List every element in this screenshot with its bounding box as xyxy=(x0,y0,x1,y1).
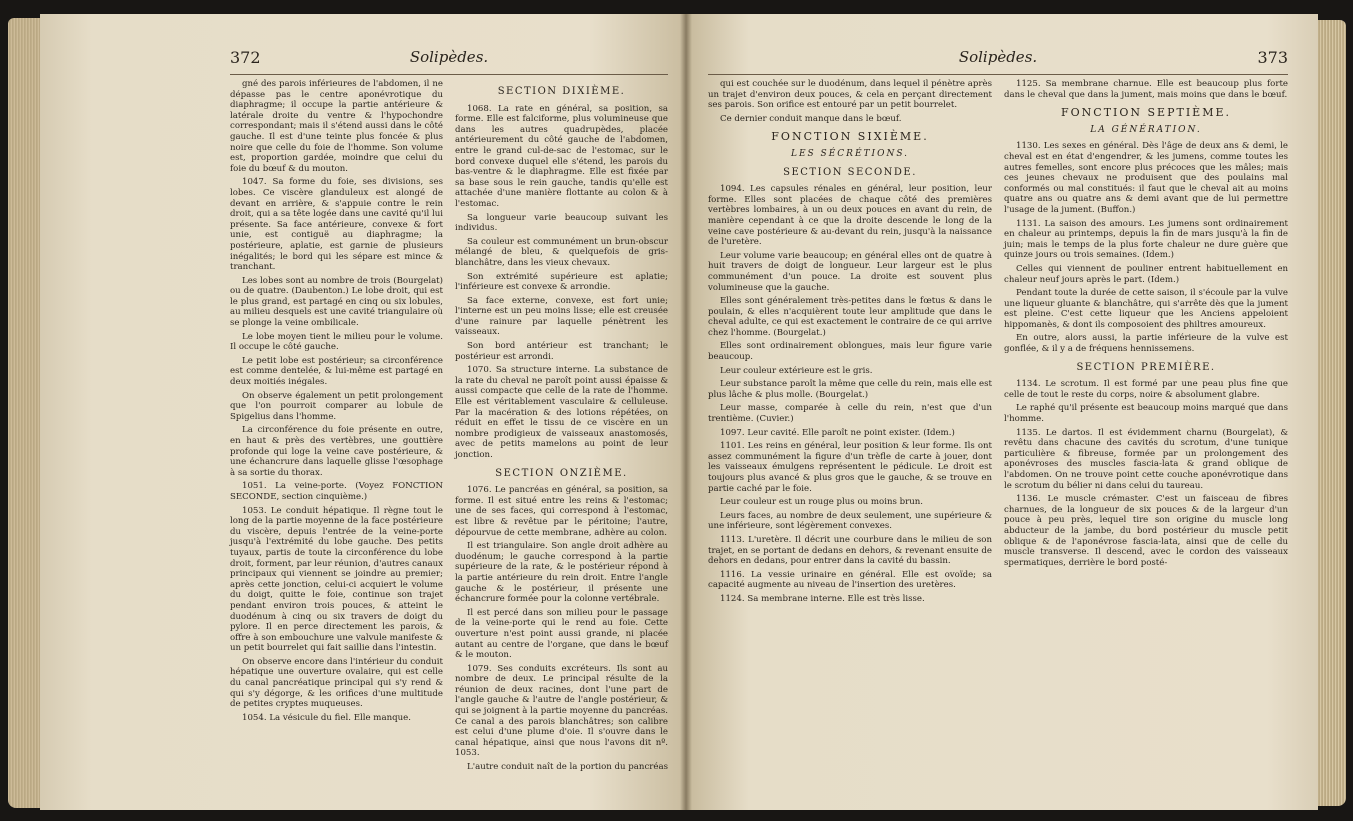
right-column-1-text-b xyxy=(708,184,992,604)
right-running-head xyxy=(708,48,1288,74)
paragraph: En outre, alors aussi, la partie inférieure de la vulve est gonflée, & il y a de fréquens hennissemens. xyxy=(1004,333,1288,355)
paragraph: Son bord antérieur est tranchant; le postérieur est arrondi. xyxy=(455,341,668,362)
paragraph: Leur substance paroît la même que celle du rein, mais elle est plus lâche & plus molle. (Bourgelat.) xyxy=(708,379,992,400)
paragraph: L'autre conduit naît de la portion du pancréas xyxy=(467,762,669,773)
left-column-2-text xyxy=(455,104,668,461)
paragraph: 1094. Les capsules rénales en général, leur position, leur forme. Elles sont placées de chaque côté des premières vertèbres lombaires, à un ou deux pouces en avant du rein, de manière cependant à ce que la droite descende le long de la veine cave postérieure & au-devant du rein, jusqu'à la naissance de l'uretère. xyxy=(708,184,992,248)
paragraph: 1124. Sa membrane interne. Elle est très lisse. xyxy=(720,593,925,604)
paragraph: Elles sont généralement très-petites dans le fœtus & dans le poulain, & elles n'acquièrent toute leur amplitude que dans le cheval adulte, ce qui est exactement le contraire de ce qui arrive chez l'homme. (Bourgelat.) xyxy=(708,296,992,338)
paragraph: 1101. Les reins en général, leur position & leur forme. Ils ont assez communément la figure d'un trèfle de carte à jouer, dont les vaisseaux émulgens représentent le pédicule. Le droit est toujours plus avancé & plus gros que le gauche, & se trouve en partie caché par le foie. xyxy=(708,441,992,494)
right-page-number: 373 xyxy=(1257,48,1288,67)
paragraph: Le petit lobe est postérieur; sa circonférence est comme dentelée, & lui-même est partagé en deux moitiés inégales. xyxy=(230,355,443,388)
paragraph: 1079. Ses conduits excréteurs. Ils sont au nombre de deux. Le principal résulte de la réunion de deux racines, dont l'une part de l'angle gauche & l'autre de l'angle postérieur, & qui se joignent à la partie moyenne du pancréas. Ce canal a des parois blanchâtres; son calibre est celui d'une plume d'oie. Il s'ouvre dans le canal hépatique, ainsi que nous l'avons dit nº. 1053. xyxy=(455,663,668,759)
paragraph: Il est percé dans son milieu pour le passage de la veine-porte qui le rend au foie. Cette ouverture n'est point aussi grande, ni placée autant au centre de l'organe, que dans le bœuf & le mouton. xyxy=(455,607,668,661)
paragraph: Sa face externe, convexe, est fort unie; l'interne est un peu moins lisse; elle est creusée d'une rainure par laquelle pénètrent les vaisseaux. xyxy=(455,295,668,338)
right-column-1 xyxy=(708,79,992,608)
right-head-rule xyxy=(708,74,1288,75)
section-heading: SECTION PREMIÈRE. xyxy=(1076,361,1216,373)
function-subheading: LES SÉCRÉTIONS. xyxy=(790,148,910,159)
section-heading: SECTION SECONDE. xyxy=(783,166,917,178)
right-column-2 xyxy=(1004,79,1288,608)
left-head-rule xyxy=(230,74,668,75)
left-running-head xyxy=(230,48,668,74)
right-column-1-text xyxy=(708,79,992,124)
left-column-2-text-b xyxy=(455,485,668,772)
paragraph: Celles qui viennent de pouliner entrent habituellement en chaleur neuf jours après le part. (Idem.) xyxy=(1004,263,1288,285)
right-running-title: Solipèdes. xyxy=(958,48,1038,66)
paragraph: Leur couleur est un rouge plus ou moins brun. xyxy=(720,497,924,508)
paragraph: qui est couchée sur le duodénum, dans lequel il pénètre après un trajet d'environ deux pouces, & cela en perçant directement ses parois. Son orifice est entouré par un petit bourrelet. xyxy=(708,79,992,111)
paragraph: Il est triangulaire. Son angle droit adhère au duodénum; le gauche correspond à la partie supérieure de la rate, & le postérieur répond à la partie antérieure du rein droit. Entre l'angle gauche & le postérieur, il présente une échancrure formée pour la colonne vertébrale. xyxy=(455,541,668,605)
paragraph: 1116. La vessie urinaire en général. Elle est ovoïde; sa capacité augmente au niveau de l'insertion des uretères. xyxy=(708,569,992,591)
function-heading: FONCTION SIXIÈME. xyxy=(771,130,929,144)
paragraph: 1125. Sa membrane charnue. Elle est beaucoup plus forte dans le cheval que dans la jument, mais moins que dans le bœuf. xyxy=(1004,79,1288,100)
paragraph: On observe également un petit prolongement que l'on pourroit comparer au lobule de Spigelius dans l'homme. xyxy=(230,390,443,422)
book-gutter xyxy=(680,14,692,810)
paragraph: Pendant toute la durée de cette saison, il s'écoule par la vulve une liqueur gluante & blanchâtre, qui s'arrête dès que la jument est pleine. C'est cette liqueur que les Anciens appeloient hippomanès, & dont ils composoient des philtres amoureux. xyxy=(1004,288,1288,330)
paragraph: Sa couleur est communément un brun-obscur mélangé de bleu, & quelquefois de gris-blanchâtre, dans les vieux chevaux. xyxy=(455,236,668,268)
right-column-2-text-c xyxy=(1004,379,1288,568)
right-columns xyxy=(708,79,1288,608)
paragraph: 1054. La vésicule du fiel. Elle manque. xyxy=(242,712,411,723)
paragraph: Leur volume varie beaucoup; en général elles ont de quatre à huit travers de doigt de longueur. Leur largeur est le plus communément d'un pouce. La droite est souvent plus volumineuse que la gauche. xyxy=(708,250,992,293)
right-column-2-text xyxy=(1004,79,1288,100)
right-page xyxy=(686,14,1318,810)
left-column-2 xyxy=(455,79,668,776)
left-page xyxy=(40,14,686,810)
paragraph: 1047. Sa forme du foie, ses divisions, ses lobes. Ce viscère glanduleux est alongé de devant en arrière, & s'appuie contre le rein droit, qui a sa tête logée dans une cavité qu'il lui présente. Sa face antérieure, convexe & fort unie, est contiguë au diaphragme; la postérieure, aplatie, est garnie de plusieurs inégalités; le bord qui les sépare est mince & tranchant. xyxy=(230,177,443,273)
paragraph: Son extrémité supérieure est aplatie; l'inférieure est convexe & arrondie. xyxy=(455,271,668,293)
paragraph: 1053. Le conduit hépatique. Il règne tout le long de la partie moyenne de la face postérieure du viscère, depuis l'entrée de la veine-porte jusqu'à l'extrémité du lobe gauche. Des petits tuyaux, partis de toute la circonférence du lobe droit, forment, par leur réunion, d'autres canaux principaux qui viennent se joindre au premier; après cette jonction, celui-ci acquiert le volume du doigt, quitte le foie, continue son trajet pendant environ trois pouces, & atteint le duodénum à cinq ou six travers de doigt du pylore. Il en perce directement les parois, & offre à son embouchure une valvule manifeste & un petit bourrelet qui fait saillie dans l'intestin. xyxy=(230,505,443,654)
left-page-number: 372 xyxy=(230,48,261,67)
paragraph: Sa longueur varie beaucoup suivant les individus. xyxy=(455,212,668,234)
paragraph: 1130. Les sexes en général. Dès l'âge de deux ans & demi, le cheval est en état d'engendrer, & les jumens, comme toutes les autres femelles, sont encore plus précoces que les mâles; mais ces jeunes chevaux ne produisent que des poulains mal conformés ou mal constitués: il faut que le cheval ait au moins quatre ans ou quatre ans & demi avant que de lui permettre l'usage de la jument. (Buffon.) xyxy=(1004,141,1288,215)
paragraph: Leurs faces, au nombre de deux seulement, une supérieure & une inférieure, sont légèrement convexes. xyxy=(708,510,992,532)
function-subheading: LA GÉNÉRATION. xyxy=(1090,124,1202,135)
paragraph: La circonférence du foie présente en outre, en haut & près des vertèbres, une gouttière profonde qui loge la veine cave postérieure, & une échancrure dans laquelle glisse l'œsophage à sa sortie du thorax. xyxy=(230,425,443,478)
left-columns xyxy=(230,79,668,776)
paragraph: 1097. Leur cavité. Elle paroît ne point exister. (Idem.) xyxy=(720,427,955,438)
paragraph: 1068. La rate en général, sa position, sa forme. Elle est falciforme, plus volumineuse que dans les autres quadrupèdes, placée antérieurement du côté gauche de l'abdomen, entre le grand cul-de-sac de l'estomac, sur le bord convexe duquel elle s'étend, les parois du bas-ventre & le diaphragme. Elle est fixée par sa base sous le rein gauche, tandis qu'elle est attachée d'une manière flottante au colon & à l'estomac. xyxy=(455,103,668,209)
paragraph: Les lobes sont au nombre de trois (Bourgelat) ou de quatre. (Daubenton.) Le lobe droit, qui est le plus grand, est partagé en cinq ou six lobules, au milieu desquels est une cavité triangulaire où se plonge la veine ombilicale. xyxy=(230,275,443,329)
paragraph: On observe encore dans l'intérieur du conduit hépatique une ouverture ovalaire, qui est celle du canal pancréatique principal qui s'y rend & qui s'y dégorge, & les orifices d'une multitude de petites cryptes muqueuses. xyxy=(230,656,443,710)
paragraph: 1070. Sa structure interne. La substance de la rate du cheval ne paroît point aussi épaisse & aussi compacte que celle de la rate de l'homme. Elle est véritablement vasculaire & celluleuse. Par la macération & des lotions répétées, on réduit en effet le tissu de ce viscère en un nombre prodigieux de vaisseaux anastomosés, avec de petits mamelons au point de leur jonction. xyxy=(455,365,668,460)
paragraph: gné des parois inférieures de l'abdomen, il ne dépasse pas le centre aponévrotique du diaphragme; il occupe la partie antérieure & latérale droite du ventre & l'hypochondre correspondant; mais il s'étend aussi dans le côté gauche. Il est d'une teinte plus foncée & plus noire que celle du foie de l'homme. Son volume est, proportion gardée, moindre que celui du foie du bœuf & du mouton. xyxy=(230,79,443,174)
paragraph: 1076. Le pancréas en général, sa position, sa forme. Il est situé entre les reins & l'estomac; une de ses faces, qui correspond à l'estomac, est libre & revêtue par le péritoine; l'autre, dépourvue de cette membrane, adhère au colon. xyxy=(455,485,668,538)
paragraph: 1136. Le muscle crémaster. C'est un faisceau de fibres charnues, de la longueur de six pouces & de la largeur d'un pouce à peu près, lequel tire son origine du muscle long abducteur de la jambe, du bord postérieur du muscle petit oblique & de l'aponévrose fascia-lata, ainsi que de celle du muscle transverse. Il descend, avec le cordon des vaisseaux spermatiques, derrière le bord posté- xyxy=(1004,494,1288,568)
left-page-edges xyxy=(8,18,44,808)
paragraph: Ce dernier conduit manque dans le bœuf. xyxy=(720,113,902,124)
function-heading: FONCTION SEPTIÈME. xyxy=(1061,106,1231,120)
paragraph: 1131. La saison des amours. Les jumens sont ordinairement en chaleur au printemps, depuis la fin de mars jusqu'à la fin de juin; mais le temps de la plus forte chaleur ne dure guère que quinze jours ou trois semaines. (Idem.) xyxy=(1004,218,1288,261)
paragraph: Le lobe moyen tient le milieu pour le volume. Il occupe le côté gauche. xyxy=(230,331,443,353)
section-heading: SECTION DIXIÈME. xyxy=(497,86,626,97)
paragraph: Leur masse, comparée à celle du rein, n'est que d'un trentième. (Cuvier.) xyxy=(708,403,992,425)
section-heading: SECTION ONZIÈME. xyxy=(495,467,628,479)
paragraph: 1113. L'uretère. Il décrit une courbure dans le milieu de son trajet, en se portant de dedans en dehors, & revenant ensuite de dehors en dedans, pour entrer dans la cavité du bassin. xyxy=(708,534,992,567)
paragraph: 1135. Le dartos. Il est évidemment charnu (Bourgelat), & revêtu dans chacune des cavités du scrotum, d'une tunique particulière & fibreuse, formée par un prolongement des aponévroses des muscles fascia-lata & grand oblique de l'abdomen. On ne trouve point cette couche aponévrotique dans le scrotum du bélier ni dans celui du taureau. xyxy=(1004,427,1288,491)
paragraph: 1134. Le scrotum. Il est formé par une peau plus fine que celle de tout le reste du corps, noire & absolument glabre. xyxy=(1004,379,1288,400)
right-column-2-text-b xyxy=(1004,141,1288,354)
paragraph: Elles sont ordinairement oblongues, mais leur figure varie beaucoup. xyxy=(708,341,992,363)
paragraph: Leur couleur extérieure est le gris. xyxy=(720,365,873,376)
paragraph: 1051. La veine-porte. (Voyez FONCTION SECONDE, section cinquième.) xyxy=(230,481,443,502)
paragraph: Le raphé qu'il présente est beaucoup moins marqué que dans l'homme. xyxy=(1004,403,1288,425)
right-page-edges xyxy=(1314,20,1346,806)
left-running-title: Solipèdes. xyxy=(409,48,489,66)
left-column-1 xyxy=(230,79,443,776)
